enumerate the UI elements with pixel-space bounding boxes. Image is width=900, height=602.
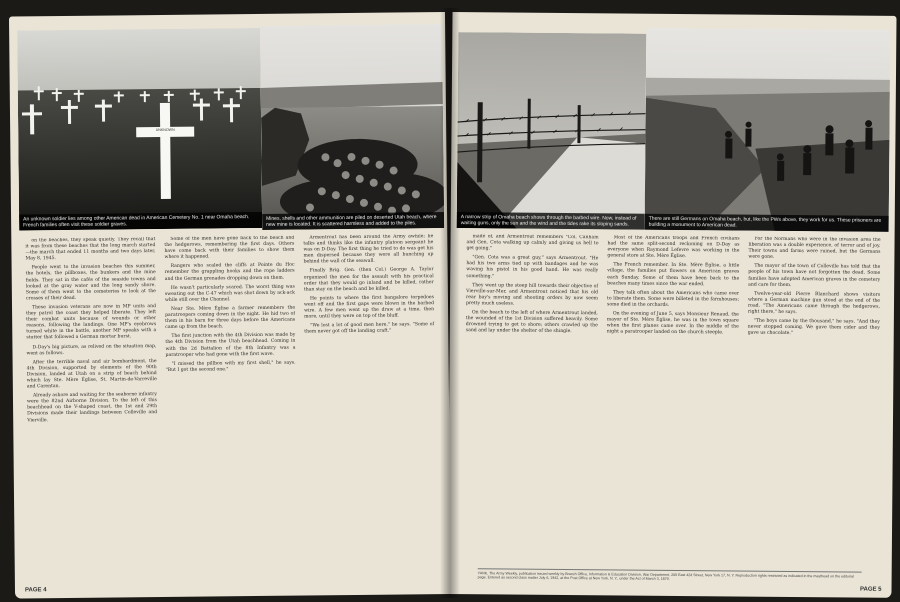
left-page-article (25, 234, 436, 572)
paragraph: "I missed the pillbox with my first shell," he says. "But I got the second one." (165, 360, 296, 373)
paragraph: The first junction with the 4th Division was made by the 4th Division from the Utah beachhead. Coming in with the 2d Battalion of the 8th Infantry was a paratrooper who had gone with the first wave. (165, 332, 296, 358)
paragraph: People went to the invasion beaches this summer, the hotels, the pillboxes, the bunkers and the mine fields. They sat in the cafés of the seaside towns and looked at the gray water and the long sandy shore. Some of them went to the cemeteries to look at the crosses of their dead. (25, 264, 156, 302)
paragraph: made of, and Armentrout remembers "Col. Canham and Gen. Cota walking up calmly and giving us hell to get going." (466, 234, 599, 252)
paragraph: On the evening of June 5, says Monsieur Renaud, the mayor of Ste. Mère Église, he was in the town square when the first planes came over. In the middle of the night a paratrooper landed on the church steeple. (606, 311, 739, 336)
paragraph: Most of the Americans troops and French civilians had the same split-second reckoning on D-Day as everyone when Raymond Lefevre was working in the general store at Ste. Mère Église. (607, 235, 740, 260)
paragraph: Armentrout has been around the Army awhile; he talks and thinks like the infantry platoon sergeant he was on D-Day. The first thing he tried to do was get his men dispersed because they were all bunching up behind the wall of the seawall. (303, 234, 434, 265)
right-column-2 (605, 235, 740, 558)
paragraph: These invasion veterans are now in MP units and they patrol the coast they helped liberate. They left their combat units because of wounds or other reasons, following the landings. One MP's eyebrows turned white in the battle, another MP speaks with a stutter that followed a German mortar burst. (26, 303, 157, 341)
right-page-number: PAGE 5 (859, 586, 882, 593)
paragraph: "We lost a lot of good men here," he says. "Some of them never got off the landing craft." (304, 322, 435, 335)
mines-photo (260, 24, 444, 230)
prisoners-photo (645, 28, 891, 232)
paragraph: The mayor of the town of Colleville has told that the people of his town have not forgotten the dead. Some families have adopted American graves in the cemetery and care for them. (748, 264, 881, 288)
mines-caption: Mines, shells and other ammunition are piled on deserted Utah beach, where new mine is located. It is scattered harmless and added to the piles. (262, 212, 444, 230)
barbed-wire-photo (457, 32, 647, 230)
prisoners-caption: There are still Germans on Omaha beach, but, like the PWs above, they work for us. These prisoners are building a monument to American dead. (645, 214, 889, 232)
paragraph: D-Day's big picture, as relived on the situation map, went as follows. (26, 343, 157, 357)
paragraph: "Gen. Cota was a great guy," says Armentrout. "He had his two arms tied up with bandages and he was waving his pistol in his good hand. He was really something." (466, 255, 599, 279)
paragraph: "The boys came by the thousand," he says. "And they never stopped coming. We gave them cider and they gave us chocolate." (747, 318, 880, 337)
paragraph: Near Ste. Mère Église a farmer remembers the paratroopers coming down in the night. He hid two of them in his barn for three days before the Americans came up from the beach. (165, 305, 296, 331)
paragraph: They went up the steep hill towards their objective of Vierville-sur-Mer, and Armentrout noticed that his old rear bay's moving and shooting orders by now seem pretty much useless. (465, 282, 599, 307)
barbed-wire-image (457, 32, 647, 230)
left-column-3 (303, 234, 436, 569)
left-column-1 (25, 237, 158, 572)
barbed-wire-caption: A narrow strip of Omaha beach shows through the barbed wire. Now, instead of waiting guns, only the sun and the wind and the tides rake its sloping sands. (457, 212, 645, 230)
colophon: YANK, The Army Weekly, publication issued weekly by Branch Office, Information & Education Division, War Department, 205 East 42d Street, New York 17, N. Y. Reproduction rights restricted as indicated in the masthead on the editorial page. Entered as second class matter July 6, 1942, at the Post Office at New York, N. Y., under the Act of March 3, 1879. (478, 568, 862, 584)
paragraph: After the terrible naval and air bombardment, the 4th Division, supported by elements of the 90th Division, landed at Utah on a strip of beach behind which lay Ste. Mère Église, St. Martin-de-Varreville and Carentan. (26, 358, 157, 390)
paragraph: For the Normans who were in the invasion area the liberation was a double experience, of terror and of joy. Their towns and farms were ruined, but the Germans were gone. (748, 236, 881, 261)
paragraph: He points to where the first bangalore torpedoes went off and the first gaps were blown in the barbed wire. A few men went up the draw at a time, then more, until they were on top of the bluff. (303, 294, 435, 320)
paragraph: Twelve-year-old Pierre Blanchard shows visitors where a German machine gun stood at the end of the road. "The Americans came through the hedgerows, right there," he says. (747, 291, 881, 316)
paragraph: On the beach to the left of where Armentrout landed, the wounded of the 1st Division suffered heavily. Some drowned trying to get to shore; others crawled up the sand and lay under the shelter of the shingle. (465, 310, 598, 335)
right-page (447, 12, 896, 598)
paragraph: Some of the men have gone back to the beach and the hedgerows, remembering the first days. Others have come back with their families to show them where it happened. (164, 235, 295, 261)
paragraph: He wasn't particularly scared. The worst thing was sweating out the C-47 which was shot down by ack-ack while still over the Channel. (164, 284, 295, 303)
cemetery-photo (17, 28, 262, 231)
right-page-article (464, 234, 881, 560)
prisoners-image (645, 28, 891, 232)
left-page (9, 12, 451, 599)
left-column-2 (164, 236, 297, 571)
paragraph: on the beaches, they speak quietly. They recall that it was from these beaches that the long march started—the march that ended 11 months and two days later, May 8, 1945. (25, 237, 156, 262)
paragraph: The French remember. In Ste. Mère Église, a little village, the families put flowers on American graves each Sunday. Some of them have been back to the beaches many times since the war ended. (607, 262, 740, 287)
paragraph: Rangers who scaled the cliffs at Pointe du Hoc remember the grappling hooks and the rope ladders and the German grenades dropping down on them. (164, 262, 295, 282)
paragraph: Finally Brig. Gen. (then Col.) George A. Taylor organized the men for the assault with his practical order that they would go inland and be killed, rather than stay on the beach and be killed. (303, 267, 434, 293)
cross-label: UNKNOWN (155, 127, 175, 133)
right-column-3 (746, 237, 881, 560)
right-column-1 (464, 234, 599, 557)
mines-image (260, 24, 444, 230)
paragraph: They talk often about the Americans who came over to liberate them. Some were billeted in the farmhouses; some died in the orchards. (606, 290, 740, 308)
left-page-number: PAGE 4 (24, 587, 47, 594)
cemetery-caption: An unknown soldier lies among other American dead in American Cemetery No. 1 near Omaha beach. French families often visit these soldier graves. (19, 212, 262, 231)
paragraph: Already ashore and waiting for the seaborne infantry were the 82nd Airborne Division. To the left of this beachhead on the V-shaped coast, the 1st and 29th Divisions made their landings between Colleville and Vierville. (26, 392, 158, 423)
